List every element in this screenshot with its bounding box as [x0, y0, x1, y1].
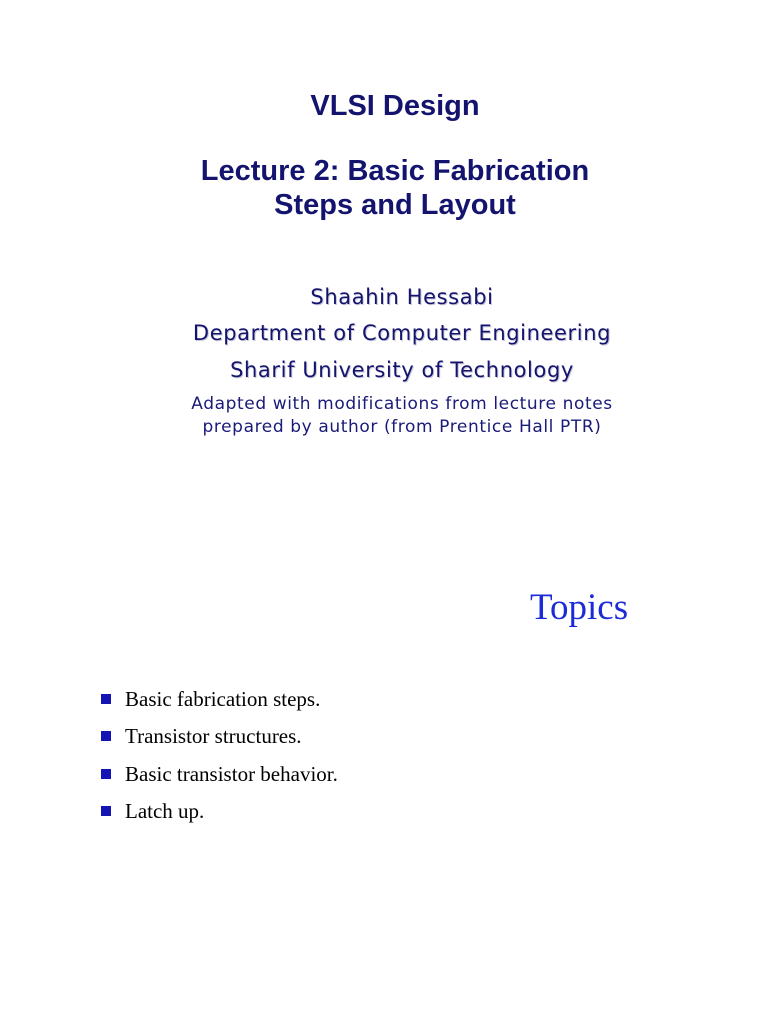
square-bullet-icon: [101, 769, 111, 779]
list-item: [101, 755, 338, 793]
author-department: Department of Computer Engineering: [192, 321, 612, 345]
square-bullet-icon: [101, 694, 111, 704]
list-item-text: Transistor structures.: [125, 724, 302, 749]
list-item: [101, 793, 338, 831]
adaptation-note-line-2: prepared by author (from Prentice Hall PTR): [202, 417, 602, 437]
lecture-title-line-2: Steps and Layout: [274, 189, 516, 221]
list-item: [101, 680, 338, 718]
adaptation-note-line-1: Adapted with modifications from lecture notes: [191, 394, 613, 414]
title-slide: [0, 0, 768, 470]
list-item-text: Basic fabrication steps.: [125, 686, 321, 711]
adaptation-note: [0, 393, 768, 439]
topics-slide: [0, 570, 768, 1024]
list-item-text: Basic transistor behavior.: [125, 761, 338, 786]
list-item: [101, 718, 338, 756]
course-title: VLSI Design: [310, 90, 480, 122]
list-item-text: Latch up.: [125, 799, 205, 824]
lecture-title-line-1: Lecture 2: Basic Fabrication: [200, 155, 590, 187]
lecture-title: [0, 154, 768, 222]
topics-list: [101, 680, 338, 830]
author-name: Shaahin Hessabi: [310, 285, 494, 309]
topics-heading: Topics: [530, 587, 629, 628]
square-bullet-icon: [101, 731, 111, 741]
author-university: Sharif University of Technology: [230, 358, 574, 382]
square-bullet-icon: [101, 806, 111, 816]
